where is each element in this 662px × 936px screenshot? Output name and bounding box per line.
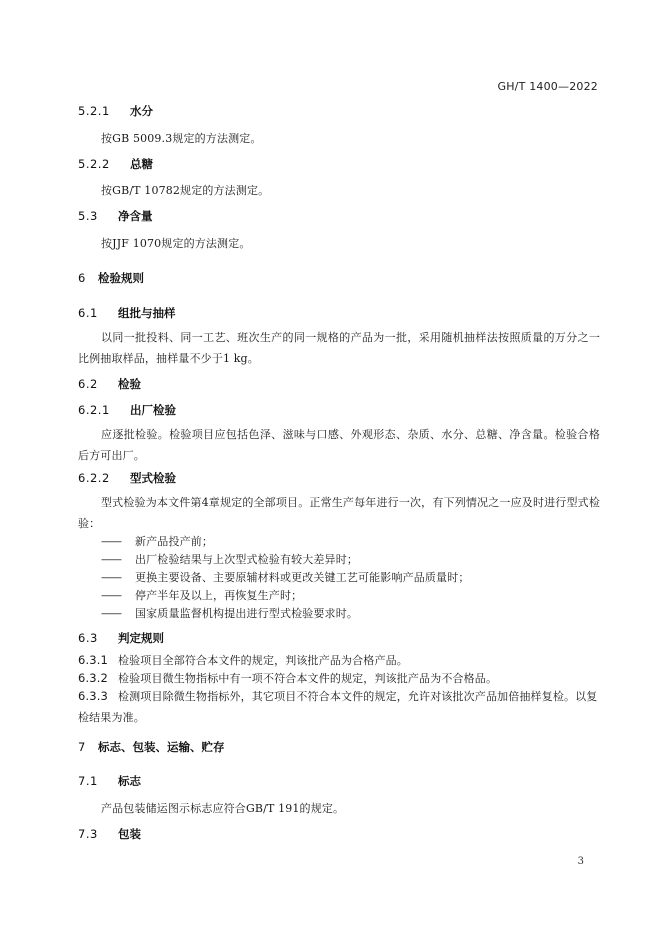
heading-6-2 xyxy=(78,376,141,392)
dash-marker: —— xyxy=(101,589,121,602)
page-number: 3 xyxy=(577,856,584,867)
chapter-title: 标志、包装、运输、贮存 xyxy=(98,740,225,754)
section-number: 7.3 xyxy=(78,827,98,841)
section-number: 6.1 xyxy=(78,306,98,320)
clause-text: 检验项目微生物指标中有一项不符合本文件的规定，判该批产品为不合格品。 xyxy=(118,672,498,685)
chapter-6-heading xyxy=(78,270,144,286)
section-title: 标志 xyxy=(118,774,141,788)
clause-text: 检测项目除微生物指标外，其它项目不符合本文件的规定，允许对该批次产品加倍抽样复检。以复检结果为准。 xyxy=(78,690,598,724)
chapter-number: 7 xyxy=(78,740,86,754)
section-number: 6.2.2 xyxy=(78,471,110,485)
section-title: 判定规则 xyxy=(118,631,164,645)
section-number: 6.2 xyxy=(78,377,98,391)
clause-6-3-3 xyxy=(78,686,600,728)
paragraph-5-2-1: 按GB 5009.3规定的方法测定。 xyxy=(101,132,262,145)
section-number: 6.3 xyxy=(78,631,98,645)
heading-6-2-2 xyxy=(78,470,176,486)
chapter-7-heading xyxy=(78,739,225,755)
section-title: 水分 xyxy=(130,104,153,118)
standard-code-header: GH/T 1400—2022 xyxy=(497,80,598,93)
section-title: 包装 xyxy=(118,827,141,841)
heading-6-1 xyxy=(78,305,176,321)
list-item-text: 国家质量监督机构提出进行型式检验要求时。 xyxy=(135,607,358,620)
dash-marker: —— xyxy=(101,571,121,584)
chapter-title: 检验规则 xyxy=(98,271,144,285)
dash-marker: —— xyxy=(101,535,121,548)
clause-text: 检验项目全部符合本文件的规定，判该批产品为合格产品。 xyxy=(118,654,408,667)
paragraph-7-1: 产品包装储运图示标志应符合GB/T 191的规定。 xyxy=(101,802,345,815)
list-item-text: 停产半年及以上，再恢复生产时； xyxy=(135,589,303,602)
heading-6-2-1 xyxy=(78,402,176,418)
heading-6-3 xyxy=(78,630,164,646)
dash-marker: —— xyxy=(101,553,121,566)
heading-5-2-1 xyxy=(78,103,153,119)
dash-marker: —— xyxy=(101,607,121,620)
list-item xyxy=(101,587,302,603)
list-item-text: 新产品投产前； xyxy=(135,535,214,548)
clause-number: 6.3.3 xyxy=(78,689,109,703)
section-number: 6.2.1 xyxy=(78,403,110,417)
section-number: 5.3 xyxy=(78,209,98,223)
list-item xyxy=(101,605,358,621)
list-item xyxy=(101,569,470,585)
section-title: 出厂检验 xyxy=(130,403,176,417)
chapter-number: 6 xyxy=(78,271,86,285)
section-title: 净含量 xyxy=(118,209,153,223)
section-number: 5.2.1 xyxy=(78,104,110,118)
paragraph-6-2-2: 型式检验为本文件第4章规定的全部项目。正常生产每年进行一次，有下列情况之一应及时进行型式检验： xyxy=(78,496,600,530)
paragraph-6-1: 以同一批投料、同一工艺、班次生产的同一规格的产品为一批，采用随机抽样法按照质量的万分之一比例抽取样品，抽样量不少于1 kg。 xyxy=(78,331,600,365)
list-item-text: 出厂检验结果与上次型式检验有较大差异时； xyxy=(135,553,358,566)
clause-number: 6.3.2 xyxy=(78,671,109,685)
heading-5-2-2 xyxy=(78,156,153,172)
heading-7-1 xyxy=(78,773,141,789)
section-number: 7.1 xyxy=(78,774,98,788)
section-number: 5.2.2 xyxy=(78,157,110,171)
clause-number: 6.3.1 xyxy=(78,653,109,667)
list-item xyxy=(101,533,213,549)
paragraph-5-2-2: 按GB/T 10782规定的方法测定。 xyxy=(101,184,270,197)
heading-7-3 xyxy=(78,826,141,842)
paragraph-5-3: 按JJF 1070规定的方法测定。 xyxy=(101,237,251,250)
heading-5-3 xyxy=(78,208,153,224)
paragraph-6-2-1: 应逐批检验。检验项目应包括色泽、滋味与口感、外观形态、杂质、水分、总糖、净含量。检验合格后方可出厂。 xyxy=(78,428,600,462)
list-item-text: 更换主要设备、主要原辅材料或更改关键工艺可能影响产品质量时； xyxy=(135,571,470,584)
list-item xyxy=(101,551,358,567)
section-title: 组批与抽样 xyxy=(118,306,176,320)
section-title: 总糖 xyxy=(130,157,153,171)
section-title: 检验 xyxy=(118,377,141,391)
section-title: 型式检验 xyxy=(130,471,176,485)
